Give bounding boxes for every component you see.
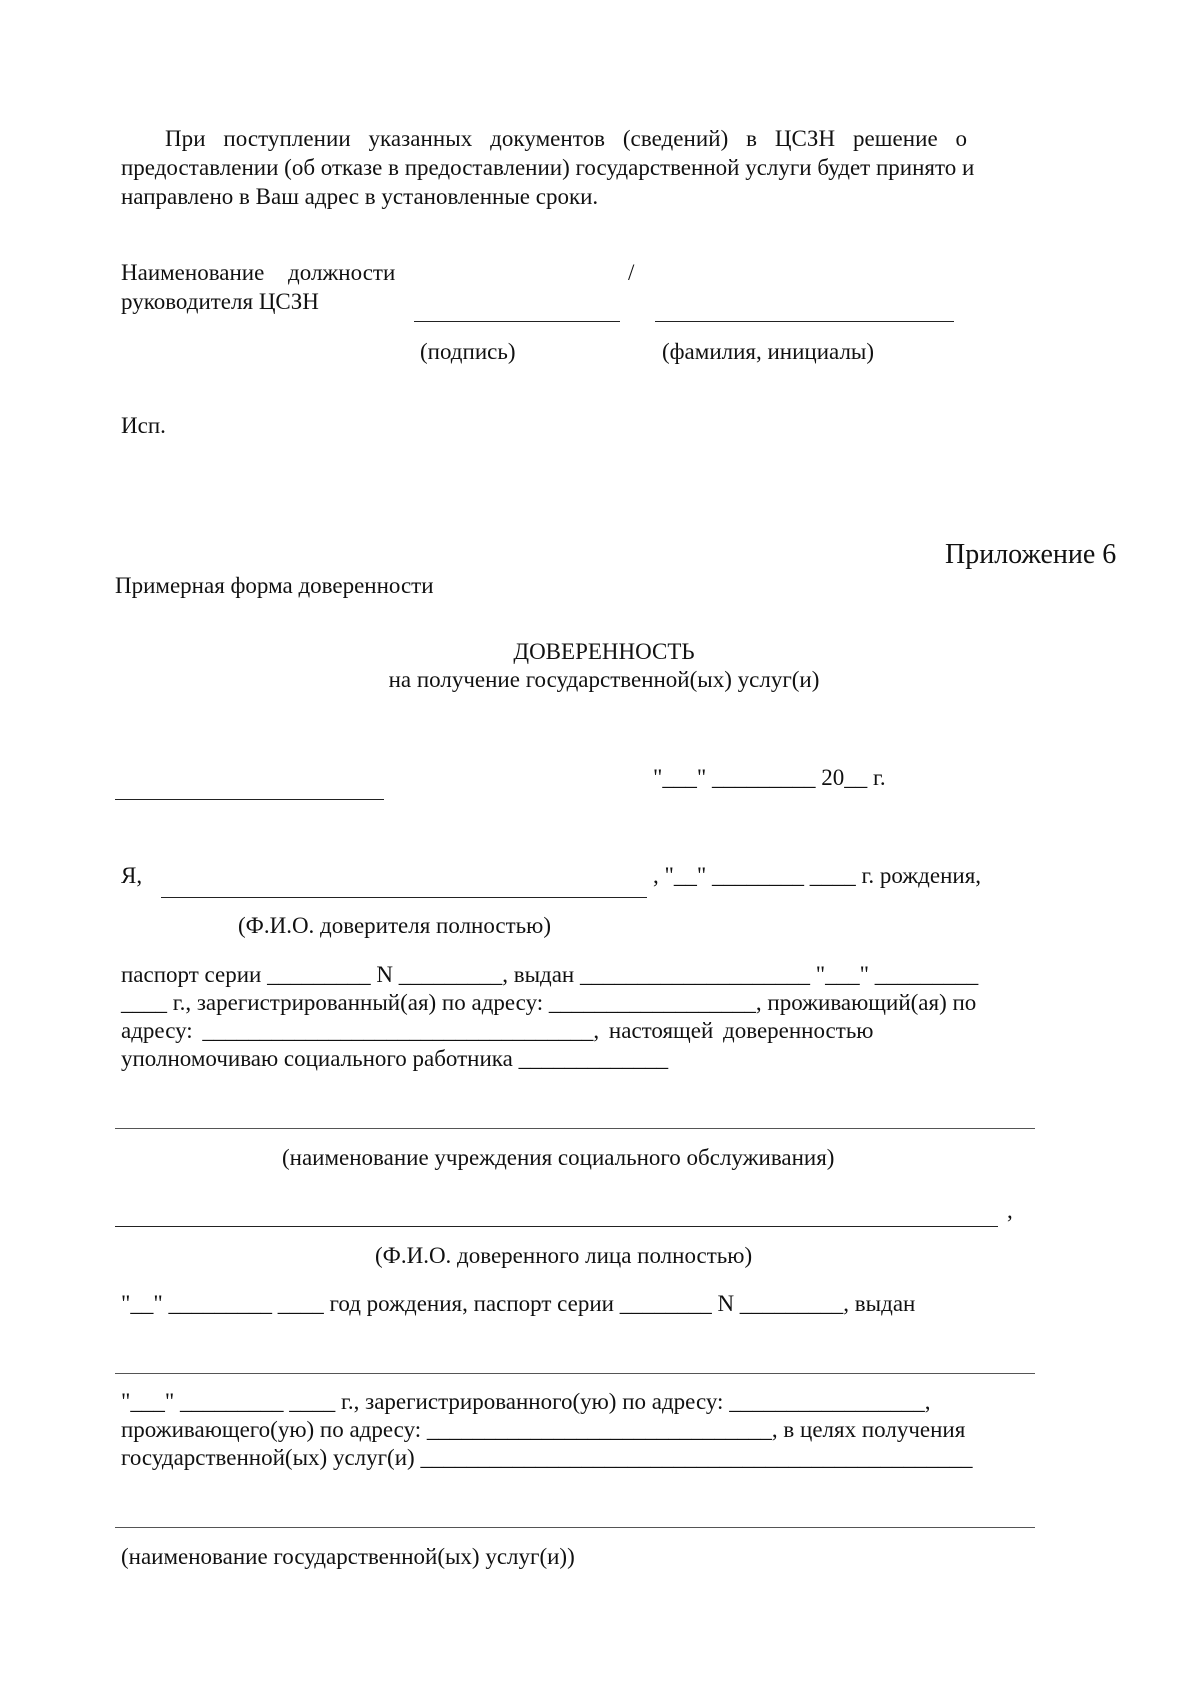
notice-line-1: При поступлении указанных документов (сведений) в ЦСЗН решение о xyxy=(165,126,968,151)
attorney-birth-line: "__" _________ ____ год рождения, паспорт серии ________ N _________, выдан xyxy=(121,1291,916,1316)
grantor-address-line: адресу: __________________________________, настоящей доверенностью xyxy=(121,1018,874,1043)
signature-slash: / xyxy=(628,260,635,285)
signature-line xyxy=(414,321,620,322)
attorney-residing-line: проживающего(ую) по адресу: ______________________________, в целях получения xyxy=(121,1417,966,1442)
attorney-comma: , xyxy=(1007,1198,1013,1223)
name-line xyxy=(655,321,954,322)
notice-line-3: направлено в Ваш адрес в установленные сроки. xyxy=(121,184,599,209)
executor-label: Исп. xyxy=(121,413,166,438)
document-subtitle: на получение государственной(ых) услуг(и) xyxy=(388,667,820,692)
institution-caption: (наименование учреждения социального обслуживания) xyxy=(282,1145,835,1170)
date-line: "___" _________ 20__ г. xyxy=(653,765,886,790)
institution-line xyxy=(115,1128,1035,1129)
document-title: ДОВЕРЕННОСТЬ xyxy=(513,639,695,664)
attorney-services-line: государственной(ых) услуг(и) ________________________________________________ xyxy=(121,1445,973,1470)
position-title-line-2: руководителя ЦСЗН xyxy=(121,289,319,314)
signature-caption: (подпись) xyxy=(420,339,516,364)
position-title-line-1: Наименование должности xyxy=(121,260,396,285)
attorney-issued-line xyxy=(115,1373,1035,1374)
attorney-fio-caption: (Ф.И.О. доверенного лица полностью) xyxy=(375,1243,753,1268)
services-line xyxy=(115,1527,1035,1528)
notice-line-2: предоставлении (об отказе в предоставлении) государственной услуги будет принято и xyxy=(121,155,975,180)
services-caption: (наименование государственной(ых) услуг(и)) xyxy=(121,1544,575,1569)
grantor-fio-caption: (Ф.И.О. доверителя полностью) xyxy=(238,913,552,938)
attorney-fio-line xyxy=(115,1226,998,1227)
grantor-ya: Я, xyxy=(121,863,143,888)
name-caption: (фамилия, инициалы) xyxy=(662,339,875,364)
place-line xyxy=(115,799,384,800)
grantor-authorize-line: уполномочиваю социального работника _____________ xyxy=(121,1046,669,1071)
grantor-fio-line xyxy=(161,897,647,898)
grantor-registered-line: ____ г., зарегистрированный(ая) по адресу: __________________, проживающий(ая) по xyxy=(121,990,977,1015)
grantor-passport-line: паспорт серии _________ N _________, выдан ____________________ "___" _________ xyxy=(121,962,979,987)
attorney-registered-line: "___" _________ ____ г., зарегистрированного(ую) по адресу: _________________, xyxy=(121,1389,931,1414)
form-caption: Примерная форма доверенности xyxy=(115,573,434,598)
appendix-label: Приложение 6 xyxy=(945,539,1117,570)
grantor-birth: , "__" ________ ____ г. рождения, xyxy=(653,863,982,888)
